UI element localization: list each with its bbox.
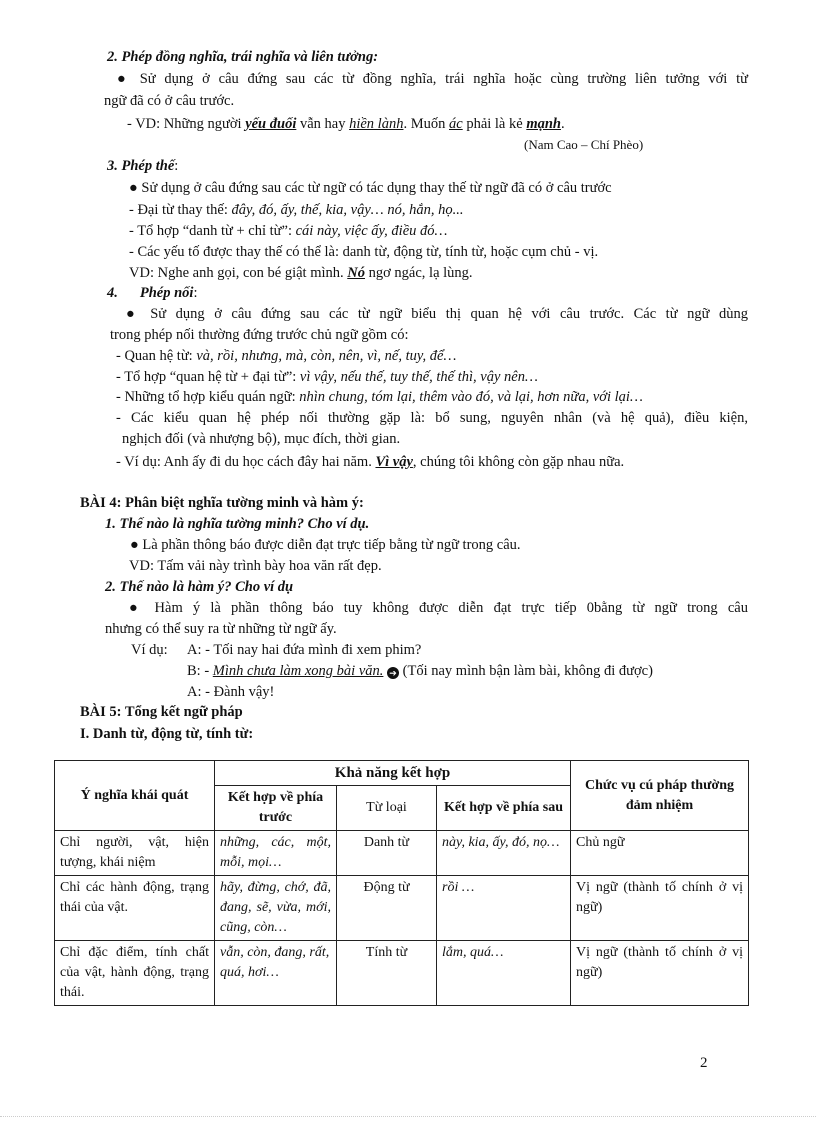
bai-4-heading: BÀI 4: Phân biệt nghĩa tường minh và hàm ý: (80, 495, 364, 511)
section-3-line-1: ● Sử dụng ở câu đứng sau các từ ngữ có tác dụng thay thế từ ngữ đã có ở câu trước (129, 180, 612, 196)
bullet-icon: ● (130, 537, 143, 553)
bai-4-question-2: 2. Thế nào là hàm ý? Cho ví dụ (105, 579, 294, 595)
grammar-table (54, 760, 749, 1006)
section-4-line-2: trong phép nối thường đứng trước chủ ngữ gồm có: (110, 327, 409, 343)
cell-function: Vị ngữ (thành tố chính ở vị ngữ) (571, 876, 749, 941)
table-row (55, 876, 749, 941)
word-hien-lanh: hiền lành (349, 116, 404, 132)
section-2-title: 2. Phép đồng nghĩa, trái nghĩa và liên tưởng: (107, 49, 379, 65)
word-no: Nó (347, 265, 365, 281)
section-4-line-6: - Các kiểu quan hệ phép nối thường gặp là: bổ sung, nguyên nhân (và hệ quả), điều kiện, (116, 410, 748, 426)
bai-4-question-1: 1. Thế nào là nghĩa tường minh? Cho ví dụ. (105, 516, 370, 532)
section-3-line-2: - Đại từ thay thế: đây, đó, ấy, thế, kia, vậy… nó, hắn, họ... (129, 202, 464, 218)
section-2-line-2: ngữ đã có ở câu trước. (104, 93, 235, 109)
page-number: 2 (700, 1055, 708, 1071)
section-4-example: - Ví dụ: Anh ấy đi du học cách đây hai năm. Vì vậy, chúng tôi không còn gặp nhau nữa. (116, 454, 625, 470)
bai-4-answer-1: ● Là phần thông báo được diễn đạt trực tiếp bằng từ ngữ trong câu. (130, 537, 521, 553)
bai-4-answer-2-line-2: nhưng có thể suy ra từ những từ ngữ ấy. (105, 621, 337, 637)
arrow-right-circle-icon: ➔ (387, 667, 399, 679)
table-row (55, 941, 749, 1006)
cell-after: lắm, quá… (437, 941, 571, 1006)
section-2-text: Sử dụng ở câu đứng sau các từ đồng nghĩa, trái nghĩa hoặc cùng trường liên tưởng với từ (139, 71, 749, 87)
cell-word-class: Danh từ (337, 831, 437, 876)
bullet-icon: ● (129, 180, 142, 196)
bai-5-heading: BÀI 5: Tổng kết ngữ pháp (80, 704, 243, 720)
cell-word-class: Động từ (337, 876, 437, 941)
bai-5-subheading: I. Danh từ, động từ, tính từ: (80, 726, 254, 742)
bai-4-example-1: VD: Tấm vải này trình bày hoa văn rất đẹp. (129, 558, 382, 574)
example-source: (Nam Cao – Chí Phèo) (524, 137, 644, 152)
bai-4-answer-2-line-1: ● Hàm ý là phần thông báo tuy không được diễn đạt trực tiếp 0bằng từ ngữ trong câu (129, 600, 748, 616)
header-word-class: Từ loại (337, 786, 437, 831)
header-before: Kết hợp về phía trước (215, 786, 337, 831)
table-row (55, 831, 749, 876)
word-yeu-duoi: yếu đuối (245, 116, 297, 132)
header-after: Kết hợp về phía sau (437, 786, 571, 831)
cell-after: này, kia, ấy, đó, nọ… (437, 831, 571, 876)
cell-meaning: Chỉ các hành động, trạng thái của vật. (55, 876, 215, 941)
section-4-line-7: nghịch đối (và nhượng bộ), mục đích, thời gian. (122, 431, 401, 447)
section-2-example: - VD: Những người yếu đuối vẫn hay hiền lành. Muốn ác phải là kẻ mạnh. (127, 116, 565, 132)
cell-function: Chủ ngữ (571, 831, 749, 876)
dialogue-a2: A: - Đành vậy! (187, 684, 275, 700)
cell-word-class: Tính từ (337, 941, 437, 1006)
bullet-icon: ● (129, 600, 155, 616)
section-4-line-3: - Quan hệ từ: và, rồi, nhưng, mà, còn, nên, vì, nế, tuy, để… (116, 348, 457, 364)
section-4-title: 4. Phép nối: (107, 285, 198, 301)
section-2-line-1 (117, 69, 748, 89)
cell-meaning: Chỉ đặc điểm, tính chất của vật, hành động, trạng thái. (55, 941, 215, 1006)
header-function: Chức vụ cú pháp thường đảm nhiệm (571, 761, 749, 831)
dialogue-a1: A: - Tối nay hai đứa mình đi xem phim? (187, 642, 422, 658)
bullet-icon: ● (126, 306, 151, 322)
section-4-line-1: ● Sử dụng ở câu đứng sau các từ ngữ biểu thị quan hệ với câu trước. Các từ ngữ dùng (126, 306, 748, 322)
section-4-line-5: - Những tổ hợp kiểu quán ngữ: nhìn chung, tóm lại, thêm vào đó, và lại, hơn nữa, với lại… (116, 389, 643, 405)
dialogue-b: B: - Mình chưa làm xong bài văn. ➔ (Tối nay mình bận làm bài, không đi được) (187, 663, 653, 679)
word-vi-vay: Vì vậy (375, 454, 413, 470)
header-meaning: Ý nghĩa khái quát (55, 761, 215, 831)
page-bottom-divider (0, 1116, 816, 1117)
section-3-title: 3. Phép thế: (107, 158, 179, 174)
cell-before: những, các, một, mỗi, mọi… (215, 831, 337, 876)
cell-function: Vị ngữ (thành tố chính ở vị ngữ) (571, 941, 749, 1006)
section-3-line-3: - Tổ hợp “danh từ + chỉ từ”: cái này, việc ấy, điều đó… (129, 223, 448, 239)
header-combination: Khả năng kết hợp (215, 761, 571, 786)
section-3-line-4: - Các yếu tố được thay thế có thể là: danh từ, động từ, tính từ, hoặc cụm chủ - vị. (129, 244, 599, 260)
section-4-line-4: - Tổ hợp “quan hệ từ + đại từ”: vì vậy, nếu thế, tuy thế, thế thì, vậy nên… (116, 369, 538, 385)
cell-meaning: Chỉ người, vật, hiện tượng, khái niệm (55, 831, 215, 876)
bai-4-example-label: Ví dụ: (131, 642, 168, 658)
section-3-example: VD: Nghe anh gọi, con bé giật mình. Nó ngơ ngác, lạ lùng. (129, 265, 473, 281)
word-ac: ác (449, 116, 463, 132)
word-manh: mạnh (526, 116, 561, 132)
cell-after: rồi … (437, 876, 571, 941)
cell-before: hãy, đừng, chớ, đã, đang, sẽ, vừa, mới, cũng, còn… (215, 876, 337, 941)
bullet-icon: ● (117, 71, 140, 87)
cell-before: vẫn, còn, đang, rất, quá, hơi… (215, 941, 337, 1006)
